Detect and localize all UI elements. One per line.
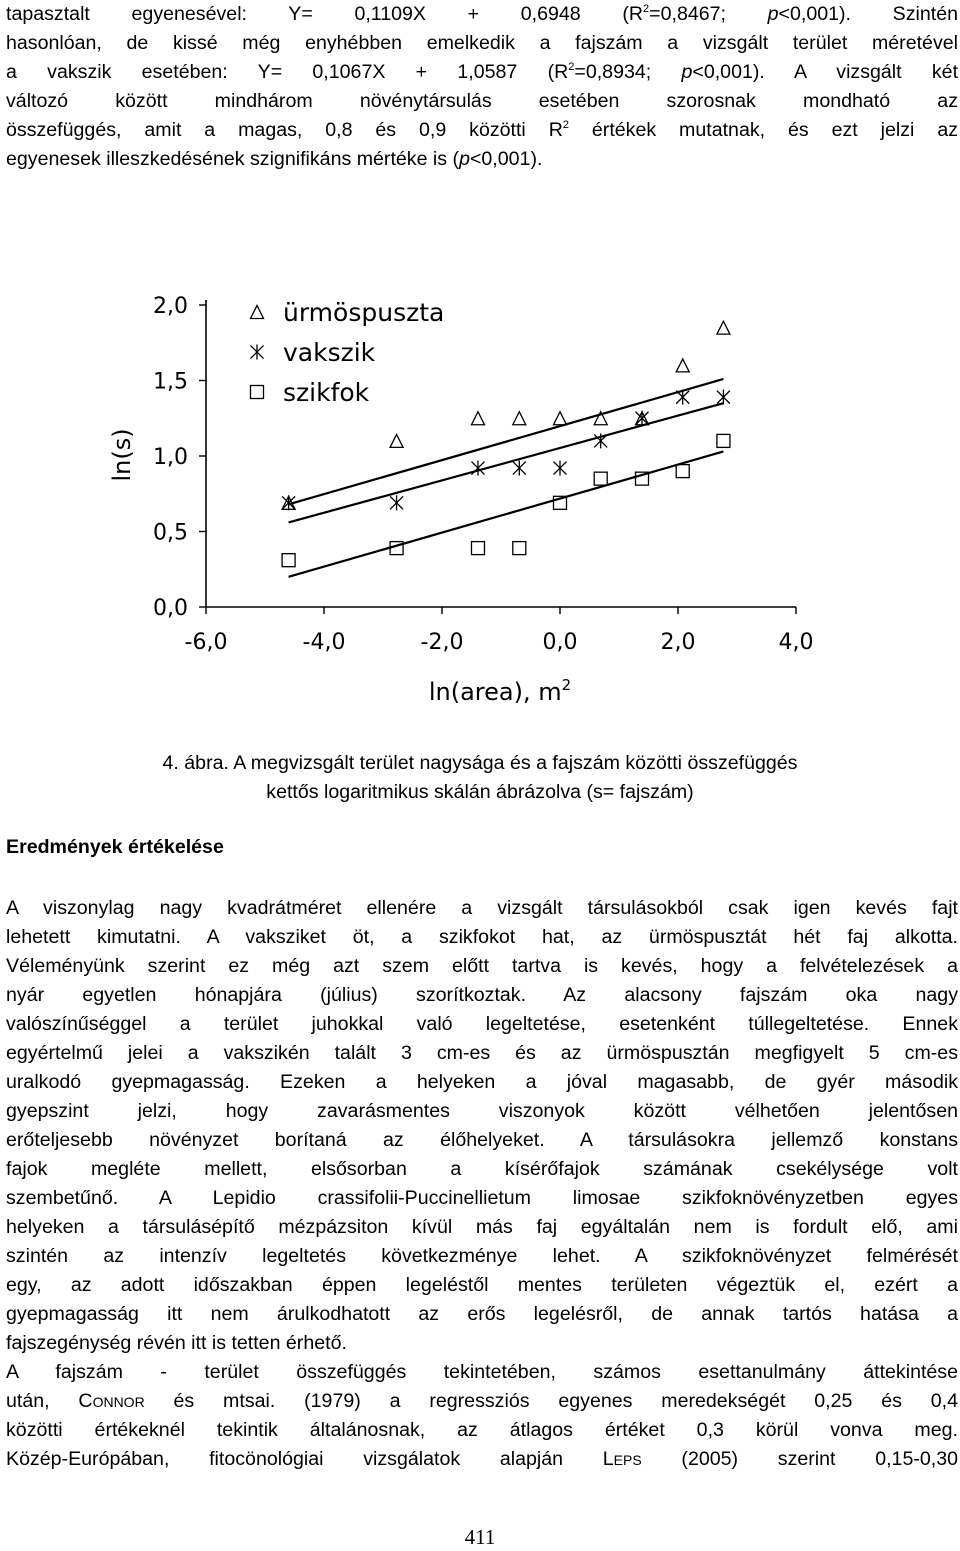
figure-caption bbox=[0, 749, 960, 807]
x-tick-label: 0,0 bbox=[542, 630, 578, 655]
text-line: gyepmagasság itt nem árulkodhatott az erős legelésről, de annak tartós hatása a bbox=[6, 1303, 958, 1325]
square-marker bbox=[717, 434, 730, 447]
text-line: összefüggés, amit a magas, 0,8 és 0,9 közötti $R^2$ értékek mutatnak, és ezt jelzi az bbox=[6, 119, 959, 141]
section-heading: Eredmények értékelése bbox=[6, 836, 224, 858]
text-line: egyenesek illeszkedésének szignifikáns mértéke is (p<0,001). bbox=[6, 148, 543, 170]
text-line: fajszegénység révén itt is tetten érhető. bbox=[6, 1332, 347, 1354]
x-tick-label: 2,0 bbox=[660, 630, 696, 655]
body-paragraph bbox=[6, 894, 958, 1474]
text-line: helyeken a társulásépítő mézpázsiton kívül más faj egyáltalán nem is fordult elő, ami bbox=[6, 1216, 958, 1238]
text-line: A fajszám - terület összefüggés tekintetében, számos esettanulmány áttekintése bbox=[6, 1361, 958, 1383]
asterisk-marker bbox=[554, 461, 567, 476]
legend-label: vakszik bbox=[283, 338, 376, 367]
triangle-marker bbox=[717, 321, 730, 334]
triangle-marker bbox=[676, 359, 689, 372]
text-line: uralkodó gyepmagasság. Ezeken a helyeken a jóval magasabb, de gyér második bbox=[6, 1071, 958, 1093]
text-line: egyértelmű jelei a vakszikén talált 3 cm-es és az ürmöspusztán megfigyelt 5 cm-es bbox=[6, 1042, 958, 1064]
text-line: szintén az intenzív legeltetés következménye lehet. A szikfoknövényzet felmérését bbox=[6, 1245, 958, 1267]
triangle-marker bbox=[471, 412, 484, 425]
text-line: lehetett kimutatni. A vaksziket öt, a szikfokot hat, az ürmöspusztát hét faj alkotta. bbox=[6, 926, 958, 948]
asterisk-marker bbox=[390, 495, 403, 510]
text-line: valószínűséggel a terület juhokkal való legeltetése, esetenként túllegeltetése. Ennek bbox=[6, 1013, 958, 1035]
fit-lines bbox=[289, 379, 724, 577]
y-tick-label: 2,0 bbox=[153, 294, 188, 319]
legend-label: szikfok bbox=[283, 378, 370, 407]
triangle-marker bbox=[390, 434, 403, 447]
x-tick-label: -2,0 bbox=[420, 630, 464, 655]
x-tick-label: -4,0 bbox=[302, 630, 346, 655]
x-tick-label: -6,0 bbox=[184, 630, 228, 655]
page-number: 411 bbox=[464, 1525, 496, 1549]
asterisk-marker bbox=[676, 390, 689, 405]
text-line: fajok megléte mellett, elsősorban a kísérőfajok számának csekélysége volt bbox=[6, 1158, 958, 1180]
text-line: szembetűnő. A Lepidio crassifolii-Puccinellietum limosae szikfoknövényzetben egyes bbox=[6, 1187, 958, 1209]
text-line: Véleményünk szerint ez még azt szem előtt tartva is kevés, hogy a felvételezések a bbox=[6, 955, 958, 977]
x-axis-label: ln(area), $m^2$ bbox=[428, 676, 572, 706]
asterisk-marker bbox=[717, 390, 730, 405]
text-line: után, Connor és mtsai. (1979) a regressziós egyenes meredekségét 0,25 és 0,4 bbox=[6, 1390, 958, 1412]
y-tick-label: 0,0 bbox=[153, 596, 188, 621]
asterisk-marker bbox=[594, 433, 607, 448]
triangle-marker bbox=[513, 412, 526, 425]
asterisk-marker bbox=[636, 411, 649, 426]
text-line: A viszonylag nagy kvadrátméret ellenére a vizsgált társulásokból csak igen kevés fajt bbox=[6, 897, 958, 919]
text-line: nyár egyetlen hónapjára (július) szorítkoztak. Az alacsony fajszám oka nagy bbox=[6, 984, 958, 1006]
text-line: tapasztalt egyenesével: Y= 0,1109X + 0,6948 ($R^2=0,8467$; p<0,001). Szintén bbox=[6, 3, 959, 25]
author-name: Leps bbox=[602, 1448, 642, 1470]
asterisk-marker bbox=[513, 461, 526, 476]
square-marker bbox=[676, 465, 689, 478]
square-marker bbox=[282, 554, 295, 567]
square-marker bbox=[594, 472, 607, 485]
square-marker bbox=[471, 542, 484, 555]
y-tick-label: 1,5 bbox=[153, 369, 188, 395]
text-line: a vakszik esetében: Y= 0,1067X + 1,0587 ($R^2=0,8934$; p<0,001). A vizsgált két bbox=[6, 61, 959, 83]
text-line: egy, az adott időszakban éppen legeléstől mentes területen végeztük el, ezért a bbox=[6, 1274, 958, 1296]
scatter-chart bbox=[0, 280, 960, 720]
caption-line: 4. ábra. A megvizsgált terület nagysága és a fajszám közötti összefüggés bbox=[162, 752, 798, 774]
x-tick-label: 4,0 bbox=[778, 630, 814, 655]
square-marker bbox=[251, 386, 264, 399]
text-line: hasonlóan, de kissé még enyhébben emelkedik a fajszám a vizsgált terület méretével bbox=[6, 32, 958, 54]
chart-axes bbox=[153, 294, 814, 655]
text-line: közötti értékeknél tekintik általánosnak, az átlagos értéket 0,3 körül vonva meg. bbox=[6, 1419, 958, 1441]
fit-line-square bbox=[289, 451, 724, 576]
asterisk-marker bbox=[471, 461, 484, 476]
author-name: Connor bbox=[78, 1390, 145, 1412]
chart-legend bbox=[251, 298, 445, 407]
text-line: Közép-Európában, fitocönológiai vizsgálatok alapján Leps (2005) szerint 0,15-0,30 bbox=[6, 1448, 959, 1470]
y-axis-label: ln(s) bbox=[108, 428, 136, 482]
text-line: gyepszint jelzi, hogy zavarásmentes viszonyok között vélhetően jelentősen bbox=[6, 1100, 958, 1122]
text-line: erőteljesebb növényzet borítaná az élőhelyeket. A társulásokra jellemző konstans bbox=[6, 1129, 958, 1151]
y-tick-label: 0,5 bbox=[153, 520, 188, 546]
triangle-marker bbox=[554, 412, 567, 425]
intro-paragraph bbox=[6, 0, 958, 174]
y-tick-label: 1,0 bbox=[153, 445, 188, 470]
square-marker bbox=[513, 542, 526, 555]
legend-label: ürmöspuszta bbox=[283, 298, 445, 327]
fit-line-asterisk bbox=[289, 403, 724, 522]
text-line: változó között mindhárom növénytársulás esetében szorosnak mondható az bbox=[6, 90, 958, 112]
triangle-marker bbox=[251, 306, 264, 319]
asterisk-marker bbox=[251, 345, 264, 360]
caption-line: kettős logaritmikus skálán ábrázolva (s= fajszám) bbox=[266, 781, 694, 803]
